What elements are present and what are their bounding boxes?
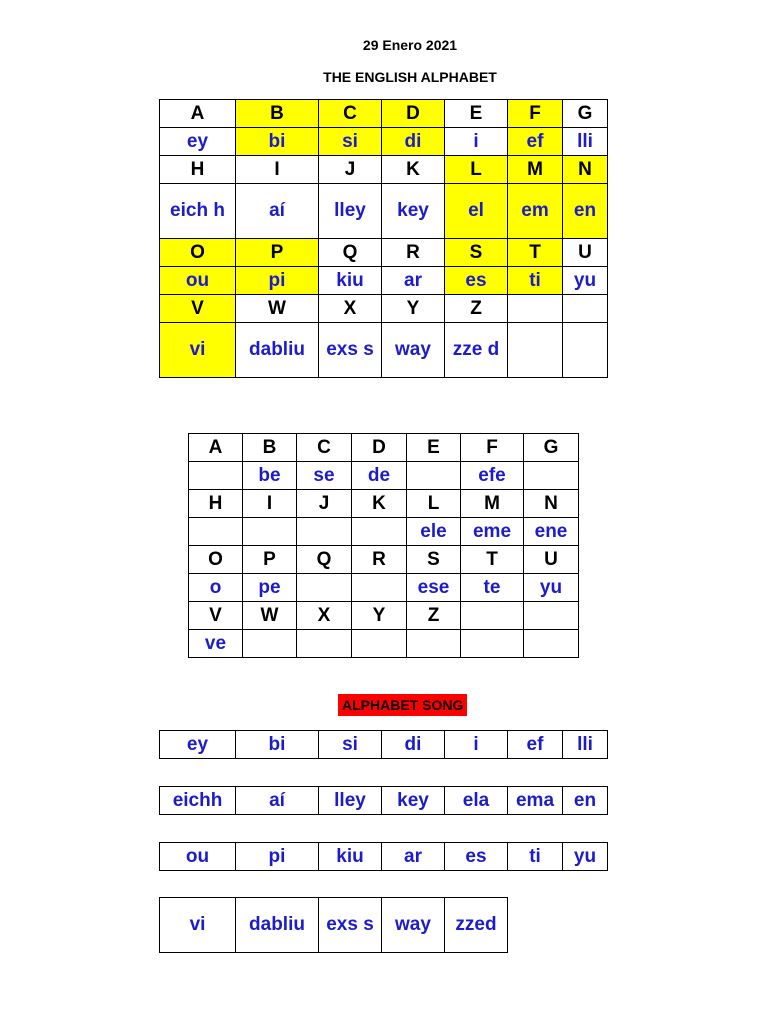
song-syllable-cell: dabliu — [236, 898, 319, 953]
pronunciation-cell: ou — [160, 267, 236, 295]
spanish-alphabet-table — [188, 433, 579, 658]
pronunciation-cell: aí — [236, 184, 319, 239]
letter-cell: K — [352, 490, 407, 518]
pronunciation-cell: vi — [160, 323, 236, 378]
letter-cell — [524, 602, 579, 630]
document-title: THE ENGLISH ALPHABET — [323, 69, 497, 85]
song-syllable-cell: ar — [382, 843, 445, 871]
pronunciation-cell: i — [445, 128, 508, 156]
pronunciation-cell: ve — [189, 630, 243, 658]
table2-row — [189, 546, 579, 574]
letter-cell: C — [297, 434, 352, 462]
pronunciation-cell: lli — [563, 128, 608, 156]
pronunciation-cell: o — [189, 574, 243, 602]
pronunciation-cell: se — [297, 462, 352, 490]
pronunciation-cell: efe — [461, 462, 524, 490]
letter-cell: V — [189, 602, 243, 630]
letter-cell: E — [407, 434, 461, 462]
letter-cell: F — [508, 100, 563, 128]
pronunciation-cell — [508, 323, 563, 378]
letter-cell: A — [160, 100, 236, 128]
song-syllable-cell: yu — [563, 843, 608, 871]
letter-cell: T — [508, 239, 563, 267]
song-syllable-cell: pi — [236, 843, 319, 871]
letter-cell: X — [319, 295, 382, 323]
pronunciation-cell: ef — [508, 128, 563, 156]
letter-cell: G — [524, 434, 579, 462]
letter-cell: P — [236, 239, 319, 267]
song-syllable-cell: aí — [236, 787, 319, 815]
letter-cell: T — [461, 546, 524, 574]
pronunciation-cell — [524, 462, 579, 490]
pronunciation-cell — [407, 630, 461, 658]
pronunciation-cell: zze d — [445, 323, 508, 378]
table2-row — [189, 518, 579, 546]
letter-cell: W — [243, 602, 297, 630]
letter-cell: I — [243, 490, 297, 518]
letter-cell: H — [189, 490, 243, 518]
song-line-2 — [159, 786, 608, 815]
pronunciation-cell — [243, 630, 297, 658]
letter-cell: J — [297, 490, 352, 518]
letter-cell: Q — [297, 546, 352, 574]
letter-cell: O — [189, 546, 243, 574]
song-row — [160, 898, 508, 953]
letter-cell: S — [445, 239, 508, 267]
letter-cell: Z — [445, 295, 508, 323]
letter-cell: Y — [382, 295, 445, 323]
letter-cell: X — [297, 602, 352, 630]
pronunciation-cell — [189, 462, 243, 490]
pronunciation-cell: ene — [524, 518, 579, 546]
song-syllable-cell: i — [445, 731, 508, 759]
letter-cell: L — [407, 490, 461, 518]
letter-cell: M — [508, 156, 563, 184]
pronunciation-cell: eich h — [160, 184, 236, 239]
letter-cell: S — [407, 546, 461, 574]
english-alphabet-table — [159, 99, 608, 378]
table2-row — [189, 490, 579, 518]
letter-cell: A — [189, 434, 243, 462]
letter-cell — [508, 295, 563, 323]
letter-cell: Z — [407, 602, 461, 630]
pronunciation-cell — [524, 630, 579, 658]
table2-row — [189, 630, 579, 658]
pronunciation-cell: es — [445, 267, 508, 295]
pronunciation-cell: ey — [160, 128, 236, 156]
letter-cell: P — [243, 546, 297, 574]
pronunciation-cell: yu — [563, 267, 608, 295]
pronunciation-cell: be — [243, 462, 297, 490]
table1-row — [160, 267, 608, 295]
letter-cell: V — [160, 295, 236, 323]
song-row — [160, 731, 608, 759]
letter-cell: R — [382, 239, 445, 267]
song-syllable-cell: ou — [160, 843, 236, 871]
letter-cell: N — [563, 156, 608, 184]
song-syllable-cell: key — [382, 787, 445, 815]
pronunciation-cell: kiu — [319, 267, 382, 295]
table2-row — [189, 574, 579, 602]
pronunciation-cell: way — [382, 323, 445, 378]
pronunciation-cell: ele — [407, 518, 461, 546]
pronunciation-cell — [297, 518, 352, 546]
table1-row — [160, 184, 608, 239]
pronunciation-cell: key — [382, 184, 445, 239]
letter-cell: N — [524, 490, 579, 518]
song-syllable-cell: lli — [563, 731, 608, 759]
letter-cell: M — [461, 490, 524, 518]
letter-cell: B — [236, 100, 319, 128]
song-syllable-cell: kiu — [319, 843, 382, 871]
letter-cell: K — [382, 156, 445, 184]
song-syllable-cell: exs s — [319, 898, 382, 953]
letter-cell: R — [352, 546, 407, 574]
pronunciation-cell: en — [563, 184, 608, 239]
letter-cell: H — [160, 156, 236, 184]
letter-cell: U — [563, 239, 608, 267]
pronunciation-cell — [407, 462, 461, 490]
table2-row — [189, 434, 579, 462]
table1-row — [160, 156, 608, 184]
letter-cell: J — [319, 156, 382, 184]
pronunciation-cell: eme — [461, 518, 524, 546]
pronunciation-cell — [243, 518, 297, 546]
letter-cell: W — [236, 295, 319, 323]
letter-cell — [563, 295, 608, 323]
letter-cell: D — [382, 100, 445, 128]
pronunciation-cell: di — [382, 128, 445, 156]
pronunciation-cell — [297, 574, 352, 602]
pronunciation-cell — [352, 518, 407, 546]
pronunciation-cell: pi — [236, 267, 319, 295]
letter-cell: U — [524, 546, 579, 574]
letter-cell: L — [445, 156, 508, 184]
pronunciation-cell: ese — [407, 574, 461, 602]
song-row — [160, 843, 608, 871]
letter-cell: I — [236, 156, 319, 184]
song-syllable-cell: di — [382, 731, 445, 759]
pronunciation-cell: bi — [236, 128, 319, 156]
letter-cell: Y — [352, 602, 407, 630]
song-syllable-cell: eichh — [160, 787, 236, 815]
letter-cell: Q — [319, 239, 382, 267]
song-row — [160, 787, 608, 815]
song-syllable-cell: vi — [160, 898, 236, 953]
table1-row — [160, 100, 608, 128]
letter-cell: B — [243, 434, 297, 462]
pronunciation-cell: el — [445, 184, 508, 239]
table1-row — [160, 295, 608, 323]
pronunciation-cell: em — [508, 184, 563, 239]
song-syllable-cell: ey — [160, 731, 236, 759]
pronunciation-cell: ar — [382, 267, 445, 295]
table2-row — [189, 602, 579, 630]
pronunciation-cell: te — [461, 574, 524, 602]
song-line-3 — [159, 842, 608, 871]
pronunciation-cell — [461, 630, 524, 658]
song-syllable-cell: bi — [236, 731, 319, 759]
letter-cell: D — [352, 434, 407, 462]
letter-cell: C — [319, 100, 382, 128]
song-line-4 — [159, 897, 508, 953]
pronunciation-cell: yu — [524, 574, 579, 602]
pronunciation-cell: dabliu — [236, 323, 319, 378]
song-syllable-cell: lley — [319, 787, 382, 815]
table1-row — [160, 239, 608, 267]
table2-row — [189, 462, 579, 490]
song-syllable-cell: ela — [445, 787, 508, 815]
song-syllable-cell: si — [319, 731, 382, 759]
song-syllable-cell: way — [382, 898, 445, 953]
letter-cell — [461, 602, 524, 630]
song-syllable-cell: zzed — [445, 898, 508, 953]
song-syllable-cell: es — [445, 843, 508, 871]
pronunciation-cell: lley — [319, 184, 382, 239]
pronunciation-cell: de — [352, 462, 407, 490]
pronunciation-cell — [352, 630, 407, 658]
pronunciation-cell — [297, 630, 352, 658]
song-syllable-cell: ti — [508, 843, 563, 871]
pronunciation-cell: exs s — [319, 323, 382, 378]
pronunciation-cell — [189, 518, 243, 546]
song-syllable-cell: ema — [508, 787, 563, 815]
letter-cell: F — [461, 434, 524, 462]
pronunciation-cell: si — [319, 128, 382, 156]
pronunciation-cell — [352, 574, 407, 602]
pronunciation-cell: ti — [508, 267, 563, 295]
table1-row — [160, 128, 608, 156]
song-syllable-cell: en — [563, 787, 608, 815]
table1-row — [160, 323, 608, 378]
alphabet-song-label: ALPHABET SONG — [338, 694, 467, 716]
pronunciation-cell — [563, 323, 608, 378]
song-syllable-cell: ef — [508, 731, 563, 759]
letter-cell: O — [160, 239, 236, 267]
letter-cell: E — [445, 100, 508, 128]
pronunciation-cell: pe — [243, 574, 297, 602]
letter-cell: G — [563, 100, 608, 128]
document-date: 29 Enero 2021 — [362, 37, 458, 53]
song-line-1 — [159, 730, 608, 759]
